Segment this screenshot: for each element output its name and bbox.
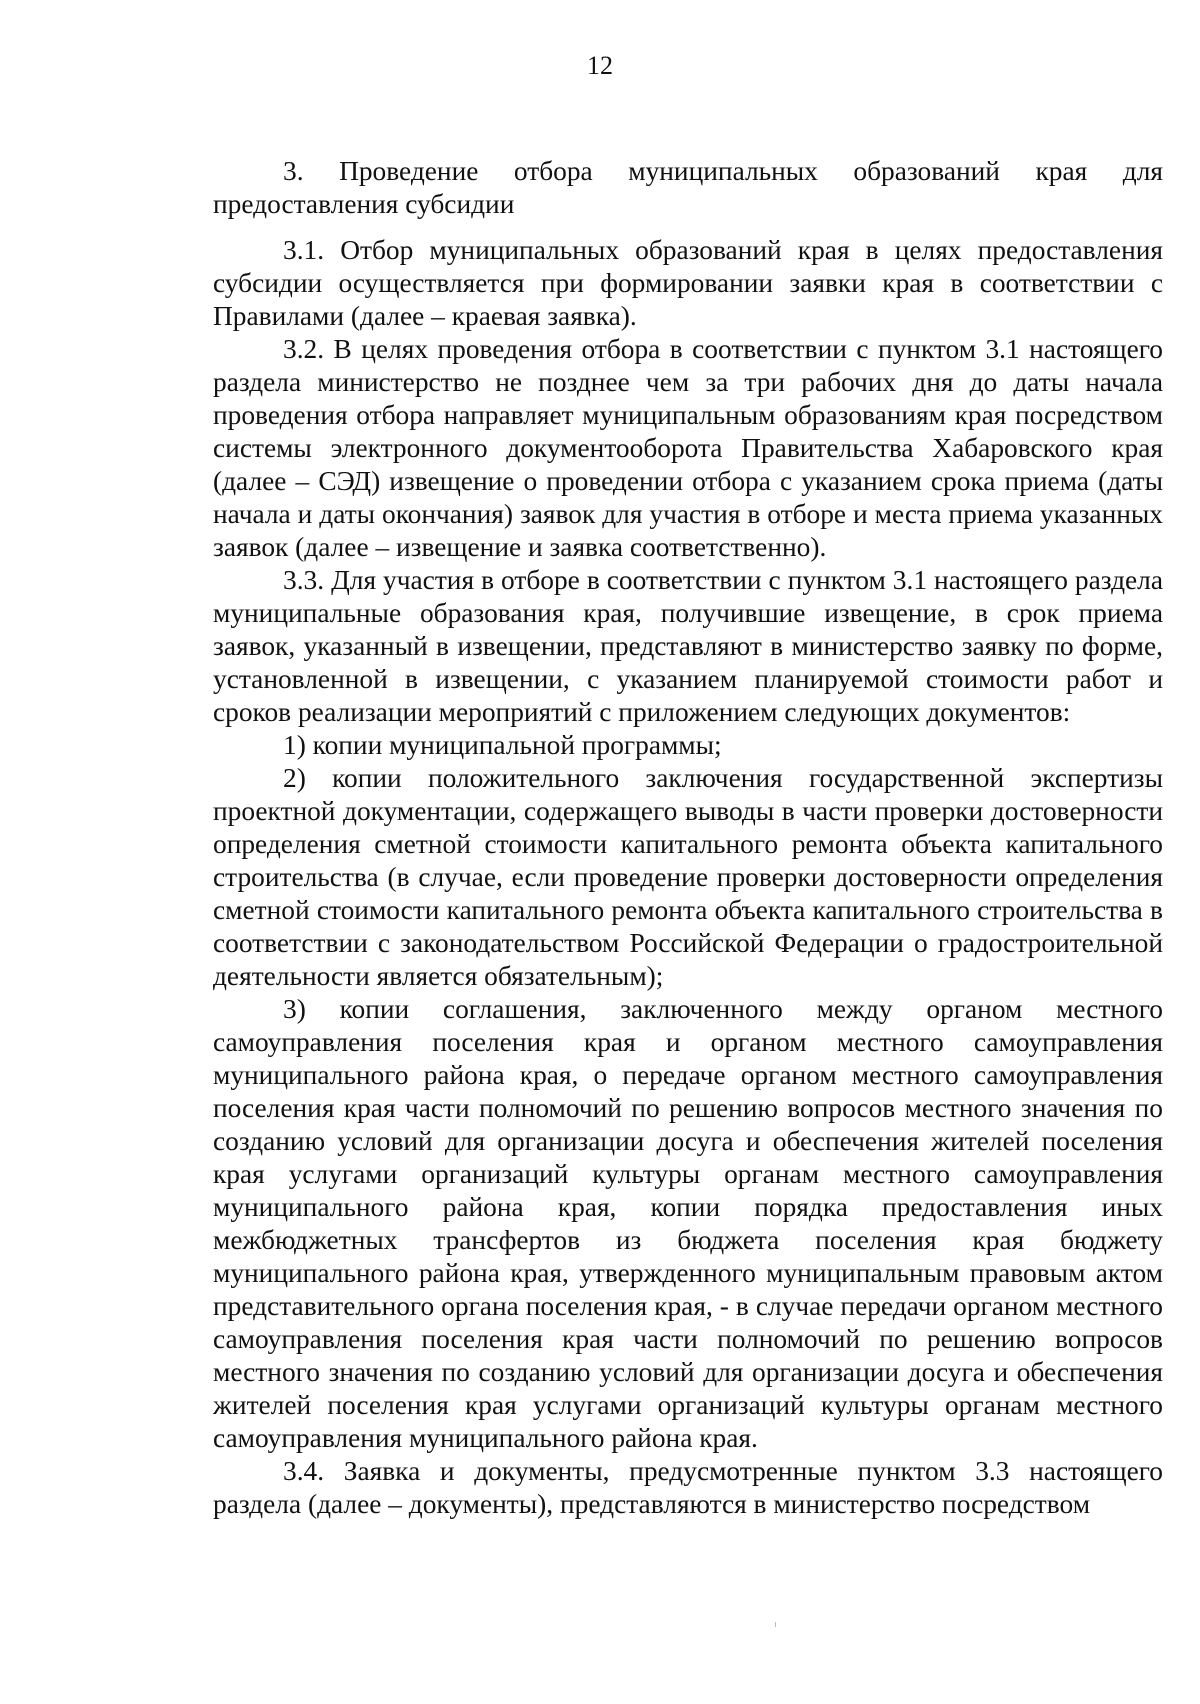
paragraph-3-3: 3.3. Для участия в отборе в соответствии с пунктом 3.1 настоящего раздела муниципальные образования края, получившие извещение, в срок приема заявок, указанный в извещении, представляют в министерство заявку по форме, установленной в извещении, с указанием планируемой стоимости работ и сроков реализации мероприятий с приложением следующих документов: bbox=[213, 565, 1163, 727]
list-item-1: 1) копии муниципальной программы; bbox=[283, 730, 722, 760]
document-body bbox=[213, 155, 1163, 1521]
list-item-2: 2) копии положительного заключения государственной экспертизы проектной документации, содержащего выводы в части проверки достоверности определения сметной стоимости капитального ремонта объекта капитального строительства (в случае, если проведение проверки достоверности определения сметной стоимости капитального ремонта объекта капитального строительства в соответствии с законодательством Российской Федерации о градостроительной деятельности является обязательным); bbox=[213, 763, 1163, 991]
list-item-3: 3) копии соглашения, заключенного между органом местного самоуправления поселения края и органом местного самоуправления муниципального района края, о передаче органом местного самоуправления поселения края части полномочий по решению вопросов местного значения по созданию условий для организации досуга и обеспечения жителей поселения края услугами организаций культуры органам местного самоуправления муниципального района края, копии порядка предоставления иных межбюджетных трансфертов из бюджета поселения края бюджету муниципального района края, утвержденного муниципальным правовым актом представительного органа поселения края, - в случае передачи органом местного самоуправления поселения края части полномочий по решению вопросов местного значения по созданию условий для организации досуга и обеспечения жителей поселения края услугами организаций культуры органам местного самоуправления муниципального района края. bbox=[213, 994, 1163, 1453]
paragraph-3-4: 3.4. Заявка и документы, предусмотренные пунктом 3.3 настоящего раздела (далее – документы), представляются в министерство посредством bbox=[213, 1456, 1163, 1519]
section-heading: 3. Проведение отбора муниципальных образований края для предоставления субсидии bbox=[213, 156, 1163, 219]
page-number: 12 bbox=[587, 51, 613, 80]
scan-speck bbox=[775, 1622, 776, 1627]
paragraph-3-2: 3.2. В целях проведения отбора в соответствии с пунктом 3.1 настоящего раздела министерство не позднее чем за три рабочих дня до даты начала проведения отбора направляет муниципальным образованиям края посредством системы электронного документооборота Правительства Хабаровского края (далее – СЭД) извещение о проведении отбора с указанием срока приема (даты начала и даты окончания) заявок для участия в отборе и места приема указанных заявок (далее – извещение и заявка соответственно). bbox=[213, 334, 1163, 562]
paragraph-3-1: 3.1. Отбор муниципальных образований края в целях предоставления субсидии осуществляется при формировании заявки края в соответствии с Правилами (далее – краевая заявка). bbox=[213, 235, 1163, 331]
